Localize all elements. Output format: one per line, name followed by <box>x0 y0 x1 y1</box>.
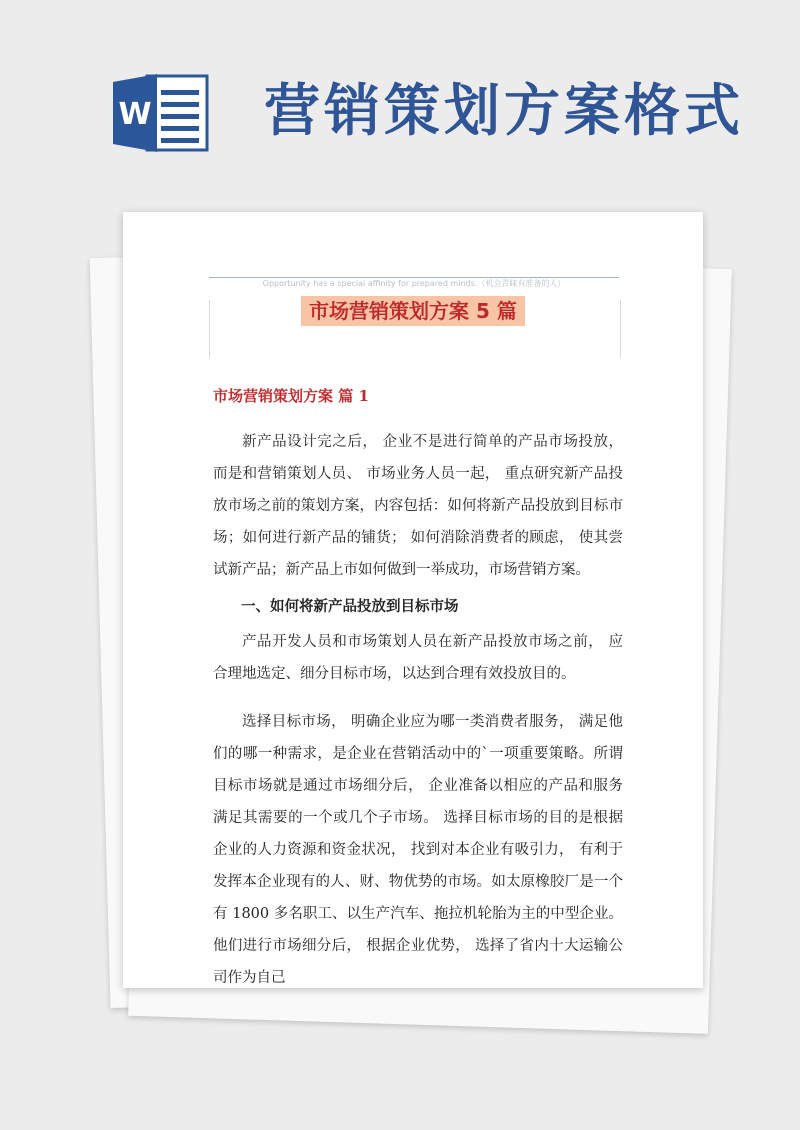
document-title: 市场营销策划方案 5 篇 <box>301 296 525 326</box>
body-paragraph: 选择目标市场， 明确企业应为哪一类消费者服务， 满足他们的哪一种需求，是企业在营销活动中的`一项重要策略。所谓目标市场就是通过市场细分后， 企业准备以相应的产品和服务满足其需要的一个或几个子市场。 选择目标市场的目的是根据企业的人力资源和资金状况， 找到对本企业有吸引力， 有利于发挥本企业现有的人、财、物优势的市场。如太原橡胶厂是一个有 1800 多名职工、以生产汽车、拖拉机轮胎为主的中型企业。他们进行市场细分后， 根据企业优势， 选择了省内十大运输公司作为自己 <box>213 714 623 986</box>
body-paragraph: 新产品设计完之后， 企业不是进行简单的产品市场投放， 而是和营销策划人员、 市场业务人员一起， 重点研究新产品投放市场之前的策划方案，内容包括：如何将新产品投放到目标市场；如何进行新产品的铺货； 如何消除消费者的顾虑， 使其尝试新产品；新产品上市如何做到一举成功，市场营销方案。 <box>213 434 623 578</box>
body-paragraph: 产品开发人员和市场策划人员在新产品投放市场之前， 应合理地选定、细分目标市场，以达到合理有效投放目的。 <box>213 634 623 682</box>
section-title: 市场营销策划方案 篇 1 <box>213 387 369 405</box>
document-page <box>123 212 703 988</box>
header-motto: Opportunity has a special affinity for prepared minds.（机会青睐有准备的人） <box>262 279 566 288</box>
word-icon-letter: W <box>118 97 152 132</box>
subheading: 一、如何将新产品投放到目标市场 <box>241 598 459 615</box>
banner-title: 营销策划方案格式 <box>264 79 744 144</box>
word-document-icon <box>113 72 213 154</box>
